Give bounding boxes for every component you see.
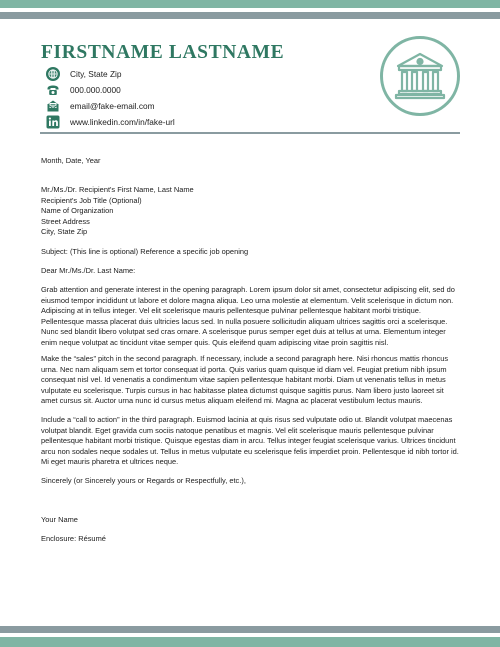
linkedin-icon <box>46 115 60 129</box>
subject-line: Subject: (This line is optional) Reference a specific job opening <box>41 247 249 256</box>
contact-linkedin <box>46 114 175 130</box>
header-divider <box>40 132 460 134</box>
signature-name: Your Name <box>41 515 78 524</box>
location-icon <box>46 67 60 81</box>
recipient-street: Street Address <box>41 216 90 226</box>
letter-date: Month, Date, Year <box>41 156 101 165</box>
bottom-band-green <box>0 637 500 647</box>
contact-location-text: City, State Zip <box>70 69 122 79</box>
recipient-block <box>41 185 462 238</box>
recipient-city: City, State Zip <box>41 227 88 236</box>
applicant-name: FIRSTNAME LASTNAME <box>41 42 285 63</box>
bank-building-icon <box>394 51 446 101</box>
contact-email-text: email@fake-email.com <box>70 101 155 111</box>
paragraph-1: Grab attention and generate interest in the opening paragraph. Lorem ipsum dolor sit amet, consectetur adipiscing elit, sed do eiusmod tempor incididunt ut labore et dolore magna aliqua. Leo urna molestie at elementum. Velit scelerisque in dictum non. Adipiscing at in tellus integer. Vel elit scelerisque mauris pellentesque pulvinar pellentesque habitant morbi tristique. Pellentesque massa placerat duis ultricies lacus sed. In nulla posuere sollicitudin aliquam ultrices sagittis orci a scelerisque. Nunc sed blandit libero volutpat sed cras ornare. A scelerisque purus semper eget duis at tellus at urna. Elementum integer enim neque volutpat ac tincidunt vitae semper quis. Quis eleifend quam adipiscing vitae proin sagittis nisl. <box>41 285 455 347</box>
recipient-organization: Name of Organization <box>41 206 114 215</box>
top-band-gray <box>0 12 500 19</box>
paragraph-sales <box>41 354 462 407</box>
contact-location <box>46 66 175 82</box>
contact-phone-text: 000.000.0000 <box>70 85 121 95</box>
contact-info <box>46 66 175 130</box>
paragraph-cta <box>41 415 462 468</box>
recipient-name: Mr./Ms./Dr. Recipient's First Name, Last Name <box>41 185 194 194</box>
email-icon <box>46 99 60 113</box>
paragraph-2: Make the “sales” pitch in the second paragraph. If necessary, include a second paragraph here. Nisi rhoncus mattis rhoncus urna. Nec nam aliquam sem et tortor consequat id porta. Quis varius quam quisque id diam vel. Feugiat pretium nibh ipsum consequat nisl vel. Id venenatis a condimentum vitae sapien pellentesque habitant morbi. Diam ut venenatis tellus in metus vulputate eu scelerisque. Turpis cursus in hac habitasse platea dictumst quisque sagittis purus. Nam libero justo laoreet sit amet cursus sit. Auctor urna nunc id cursus metus aliquam eleifend mi. Magna ac placerat vestibulum lectus mauris. <box>41 354 449 405</box>
contact-phone <box>46 82 175 98</box>
paragraph-3: Include a “call to action” in the third paragraph. Euismod lacinia at quis risus sed vulputate odio ut. Blandit volutpat maecenas volutpat blandit. Eget gravida cum sociis natoque penatibus et magnis. Vel elit scelerisque mauris pellentesque pulvinar pellentesque habitant morbi tristique. Quisque egestas diam in arcu. Tellus integer feugiat scelerisque varius. Ultrices tincidunt arcu non sodales neque sodales ut. Tellus in metus vulputate eu scelerisque felis imperdiet proin. Pellentesque id nibh tortor id. Mi eget mauris pharetra et ultrices neque. <box>41 415 459 466</box>
contact-email <box>46 98 175 114</box>
closing: Sincerely (or Sincerely yours or Regards or Respectfully, etc.), <box>41 476 246 485</box>
paragraph-opening <box>41 285 462 348</box>
contact-linkedin-text: www.linkedin.com/in/fake-url <box>70 117 175 127</box>
salutation: Dear Mr./Ms./Dr. Last Name: <box>41 266 136 275</box>
bottom-band-gray <box>0 626 500 633</box>
top-color-band <box>0 0 500 19</box>
logo-badge <box>380 36 460 116</box>
top-band-green <box>0 0 500 8</box>
bottom-color-band <box>0 626 500 647</box>
enclosure-line: Enclosure: Résumé <box>41 534 106 543</box>
recipient-title: Recipient's Job Title (Optional) <box>41 195 142 205</box>
phone-icon <box>46 83 60 97</box>
